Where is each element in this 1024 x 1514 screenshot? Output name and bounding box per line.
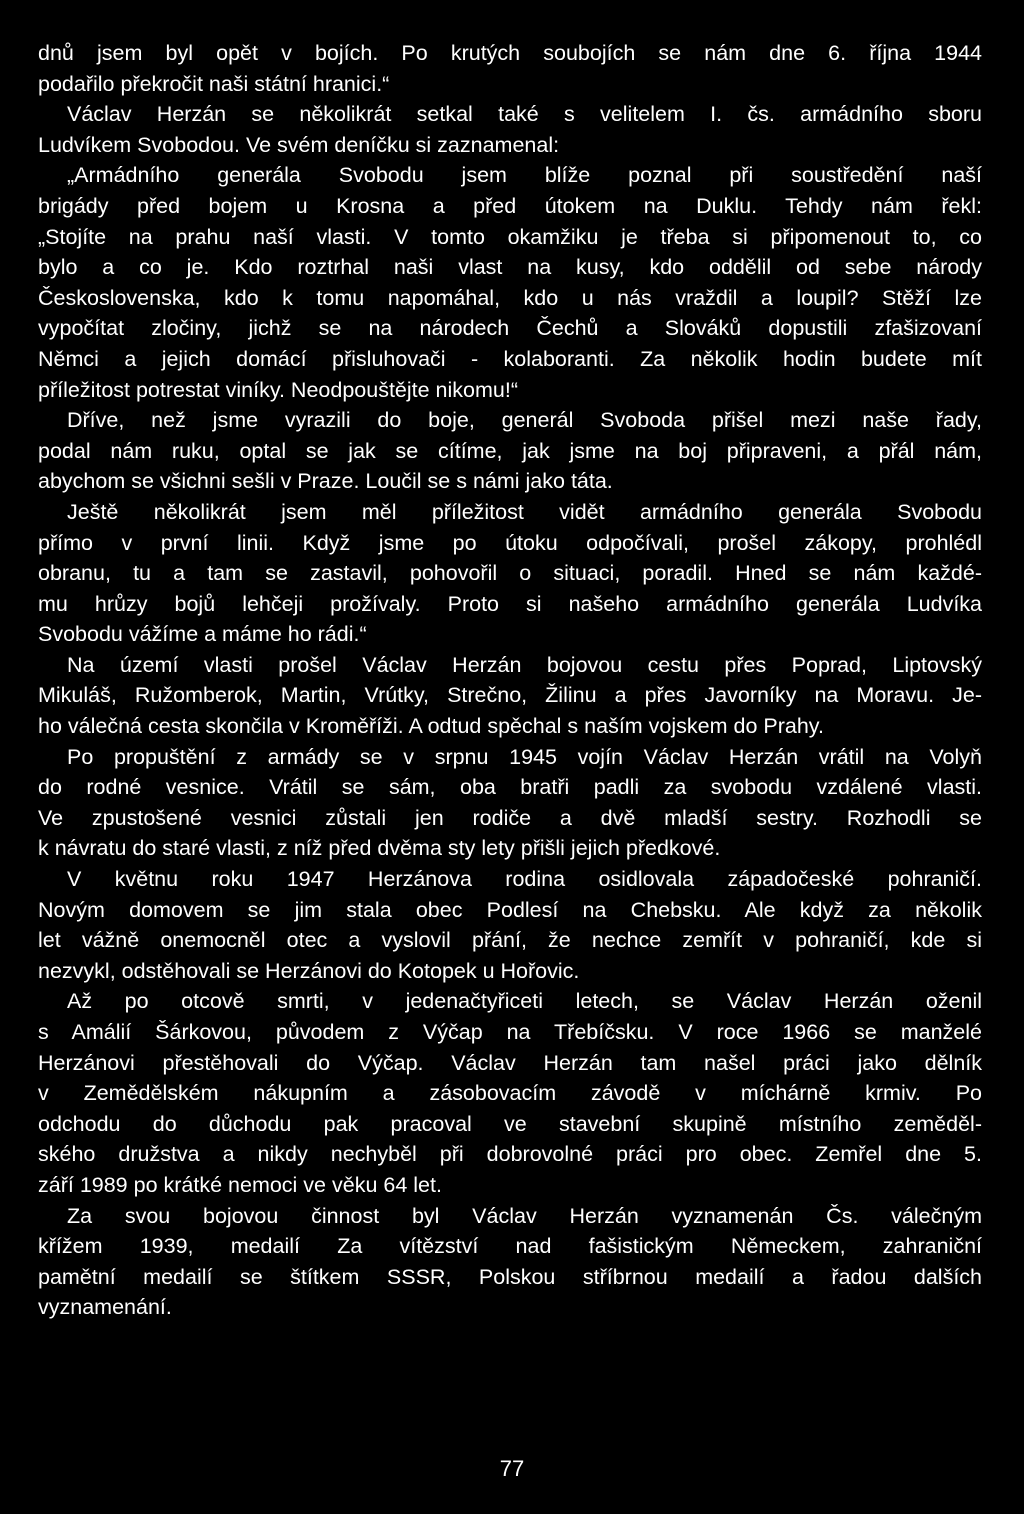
text-line: pamětní medailí se štítkem SSSR, Polskou stříbrnou medailí a řadou dalších — [38, 1264, 982, 1289]
text-line: Za svou bojovou činnost byl Václav Herzán vyznamenán Čs. válečným — [67, 1203, 982, 1228]
text-line: Na území vlasti prošel Václav Herzán bojovou cestu přes Poprad, Liptovský — [67, 652, 982, 677]
page-number: 77 — [499, 1456, 525, 1481]
text-line: V květnu roku 1947 Herzánova rodina osidlovala západočeské pohraničí. — [67, 867, 982, 892]
text-line: Až po otcově smrti, v jedenačtyřiceti letech, se Václav Herzán oženil — [67, 989, 982, 1014]
text-line: Václav Herzán se několikrát setkal také s velitelem I. čs. armádního sboru — [67, 102, 982, 127]
text-line: nezvykl, odstěhovali se Herzánovi do Kotopek u Hořovic. — [38, 958, 580, 983]
text-line: do rodné vesnice. Vrátil se sám, oba bratři padli za svobodu vzdálené vlasti. — [38, 775, 982, 800]
text-line: Ještě několikrát jsem měl příležitost vidět armádního generála Svobodu — [67, 499, 982, 524]
document-page — [38, 38, 982, 1323]
text-line: Mikuláš, Ružomberok, Martin, Vrútky, Strečno, Žilinu a přes Javorníky na Moravu. Je- — [38, 683, 982, 708]
text-line: podařilo překročit naši státní hranici.“ — [38, 71, 390, 96]
text-line: let vážně onemocněl otec a vyslovil přání, že nechce zemřít v pohraničí, kde si — [38, 928, 982, 953]
text-line: září 1989 po krátké nemoci ve věku 64 let. — [38, 1172, 442, 1197]
text-line: ského družstva a nikdy nechyběl při dobrovolné práci pro obec. Zemřel dne 5. — [38, 1142, 982, 1167]
text-line: brigády před bojem u Krosna a před útokem na Duklu. Tehdy nám řekl: — [38, 193, 982, 218]
text-line: Ve zpustošené vesnici zůstali jen rodiče a dvě mladší sestry. Rozhodli se — [38, 805, 982, 830]
text-line: „Stojíte na prahu naší vlasti. V tomto okamžiku je třeba si připomenout to, co — [38, 224, 982, 249]
text-line: vyznamenání. — [38, 1295, 172, 1320]
text-line: v Zemědělském nákupním a zásobovacím závodě v míchárně krmiv. Po — [38, 1081, 982, 1106]
text-line: Ludvíkem Svobodou. Ve svém deníčku si zaznamenal: — [38, 132, 560, 157]
text-line: Svobodu vážíme a máme ho rádi.“ — [38, 622, 367, 647]
text-line: podal nám ruku, optal se jak se cítíme, jak jsme na boj připraveni, a přál nám, — [38, 438, 982, 463]
text-line: bylo a co je. Kdo roztrhal naši vlast na kusy, kdo oddělil od sebe národy — [38, 255, 982, 280]
text-line: mu hrůzy bojů lehčeji prožívaly. Proto si našeho armádního generála Ludvíka — [38, 591, 982, 616]
text-line: „Armádního generála Svobodu jsem blíže poznal při soustředění naší — [67, 163, 982, 188]
text-line: Herzánovi přestěhovali do Výčap. Václav Herzán tam našel práci jako dělník — [38, 1050, 982, 1075]
text-line: k návratu do staré vlasti, z níž před dvěma sty lety přišli jejich předkové. — [38, 836, 721, 861]
text-line: Novým domovem se jim stala obec Podlesí na Chebsku. Ale když za několik — [38, 897, 982, 922]
text-line: Dříve, než jsme vyrazili do boje, generál Svoboda přišel mezi naše řady, — [67, 408, 982, 433]
text-line: abychom se všichni sešli v Praze. Loučil se s námi jako táta. — [38, 469, 613, 494]
text-line: obranu, tu a tam se zastavil, pohovořil o situaci, poradil. Hned se nám každé- — [38, 561, 982, 586]
text-line: ho válečná cesta skončila v Kroměříži. A odtud spěchal s naším vojskem do Prahy. — [38, 714, 824, 739]
text-line: Československa, kdo k tomu napomáhal, kdo u nás vraždil a loupil? Stěží lze — [38, 285, 982, 310]
text-line: dnů jsem byl opět v bojích. Po krutých soubojích se nám dne 6. října 1944 — [38, 41, 982, 65]
text-line: vypočítat zločiny, jichž se na národech Čechů a Slováků dopustili zfašizovaní — [38, 316, 982, 341]
text-line: Němci a jejich domácí přisluhovači - kolaboranti. Za několik hodin budete mít — [38, 346, 982, 371]
text-line: křížem 1939, medailí Za vítězství nad fašistickým Německem, zahraniční — [38, 1234, 982, 1259]
text-line: příležitost potrestat viníky. Neodpouštějte nikomu!“ — [38, 377, 518, 402]
text-line: odchodu do důchodu pak pracoval ve stavební skupině místního zeměděl- — [38, 1111, 982, 1136]
text-line: Po propuštění z armády se v srpnu 1945 vojín Václav Herzán vrátil na Volyň — [67, 744, 982, 769]
text-line: s Amálií Šárkovou, původem z Výčap na Třebíčsku. V roce 1966 se manželé — [38, 1020, 982, 1044]
text-line: přímo v první linii. Když jsme po útoku odpočívali, prošel zákopy, prohlédl — [38, 530, 982, 555]
